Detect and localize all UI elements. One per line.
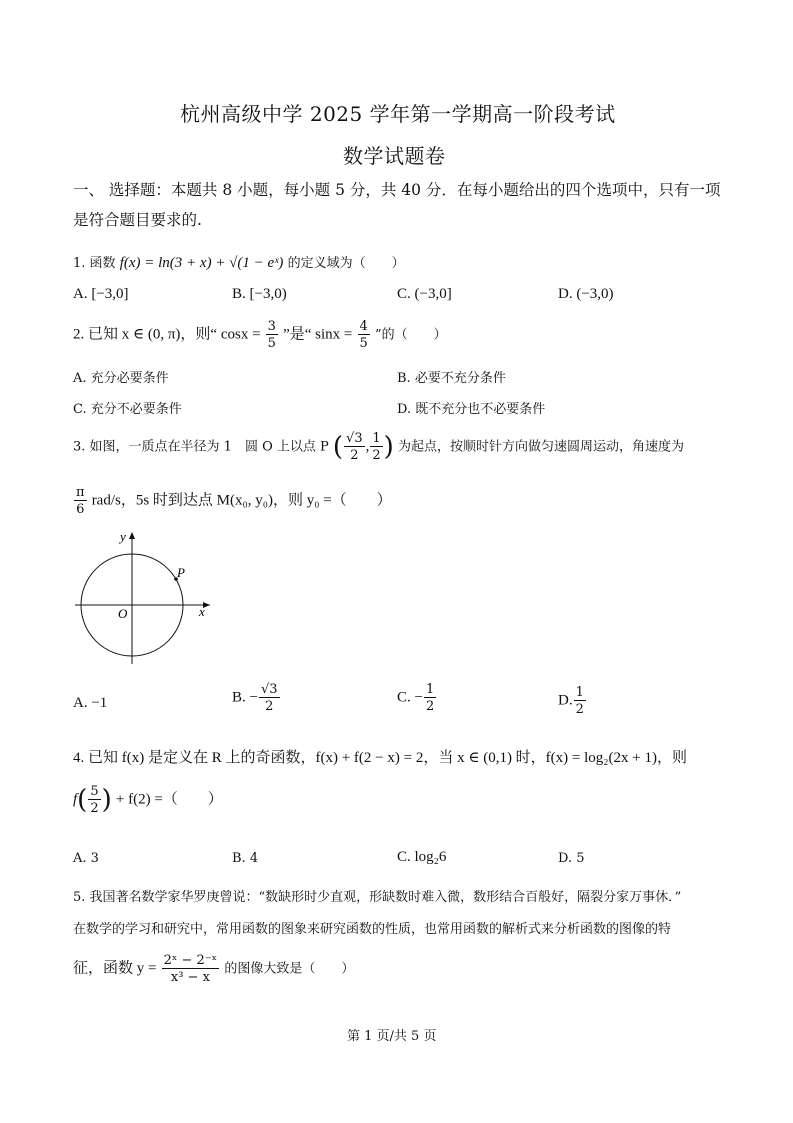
label-p: P bbox=[177, 565, 185, 580]
q2-option-b[interactable]: B. 必要不充分条件 bbox=[397, 371, 506, 386]
q3-text-c: rad/s，5s 时到达点 M(x₀, y₀)，则 y₀ =（ ） bbox=[91, 492, 392, 509]
q3-text-a: 3. 如图，一质点在半径为 1 圆 O 上以点 P bbox=[73, 439, 329, 455]
q2-fraction-sin: $\frac{4}{5}$ bbox=[359, 319, 368, 351]
question-4-line1: 4. 已知 f(x) 是定义在 R 上的奇函数，f(x) + f(2 − x) = 2，当 x ∈ (0,1) 时，f(x) = log₂(2x + 1)，则 bbox=[73, 750, 687, 766]
q1-option-c[interactable]: C. (−3,0] bbox=[397, 286, 452, 302]
q1-formula: f(x) = ln(3 + x) + √(1 − eˣ) bbox=[119, 255, 284, 271]
q1-option-d[interactable]: D. (−3,0) bbox=[558, 286, 614, 302]
q3-p-x: $\frac{√3}{2}$ bbox=[346, 431, 363, 463]
q2-prefix: 2. 已知 x ∈ (0, π)，则“ cosx = bbox=[73, 326, 261, 343]
q3-option-c[interactable]: C. − $\frac{1}{2}$ bbox=[397, 682, 435, 714]
q5-fraction: $\frac{\text{2ˣ − 2⁻ˣ}}{\text{x³ − x}}$ bbox=[163, 953, 218, 985]
q3-p-y: $\frac{1}{2}$ bbox=[372, 431, 381, 463]
q1-option-b[interactable]: B. [−3,0) bbox=[232, 286, 287, 302]
q4-option-d[interactable]: D. 5 bbox=[558, 851, 585, 866]
q2-fraction-cos: $\frac{3}{5}$ bbox=[267, 319, 276, 351]
q1-suffix: 的定义域为（ ） bbox=[287, 256, 405, 271]
question-3-line2 bbox=[73, 486, 392, 516]
q4-option-a[interactable]: A. 3 bbox=[73, 851, 99, 866]
section-instructions-line1: 一、 选择题：本题共 8 小题，每小题 5 分，共 40 分．在每小题给出的四个选项中，只有一项 bbox=[73, 181, 721, 199]
q1-number: 1. 函数 bbox=[73, 256, 116, 271]
q2-suffix: ”的（ ） bbox=[374, 327, 447, 343]
q2-option-c[interactable]: C. 充分不必要条件 bbox=[73, 402, 182, 417]
q2-option-a[interactable]: A. 充分必要条件 bbox=[73, 371, 169, 386]
q3-option-b[interactable]: B. − $\frac{√3}{2}$ bbox=[232, 682, 278, 714]
question-5-line3: 征，函数 y = $\frac{\text{2ˣ − 2⁻ˣ}}{\text{x³ − x}}$ 的图像大致是（ ） bbox=[73, 953, 355, 985]
q2-mid: ”是“ sinx = bbox=[283, 326, 353, 343]
page-subtitle: 数学试题卷 bbox=[343, 144, 446, 168]
q3-option-d[interactable]: D. $\frac{1}{2}$ bbox=[558, 685, 584, 717]
q3-text-b: 为起点，按顺时针方向做匀速圆周运动，角速度为 bbox=[397, 439, 684, 455]
q3-option-a[interactable]: A. −1 bbox=[73, 695, 108, 711]
label-x: x bbox=[199, 604, 205, 619]
question-3-line1: 3. 如图，一质点在半径为 1 圆 O 上以点 P ( $\frac{√3}{2}$ , $\frac{1}{2}$ ) 为起点，按顺时针方向做匀速圆周运动，角速度为 bbox=[73, 431, 684, 463]
q4-option-c[interactable]: C. log₂6 bbox=[397, 849, 447, 865]
question-1 bbox=[73, 252, 405, 272]
q4-fraction: $\frac{5}{2}$ bbox=[90, 784, 99, 816]
q1-option-a[interactable]: A. [−3,0] bbox=[73, 286, 129, 302]
y-axis-arrow-icon bbox=[129, 532, 135, 539]
label-y: y bbox=[120, 529, 126, 544]
q2-option-d[interactable]: D. 既不充分也不必要条件 bbox=[397, 402, 546, 417]
label-origin: O bbox=[118, 606, 128, 621]
question-2 bbox=[73, 320, 447, 350]
q4-option-b[interactable]: B. 4 bbox=[232, 851, 259, 866]
page-title: 杭州高级中学 2025 学年第一学期高一阶段考试 bbox=[180, 102, 616, 126]
section-instructions-line2: 是符合题目要求的. bbox=[73, 211, 202, 229]
question-4-line2: f( $\frac{5}{2}$ ) + f(2) =（ ） bbox=[73, 784, 223, 816]
q3-omega: $\frac{\pi}{6}$ bbox=[76, 485, 85, 517]
question-5-line1: 5. 我国著名数学家华罗庚曾说：“数缺形时少直观，形缺数时难入微，数形结合百般好，隔裂分家万事休．” bbox=[73, 890, 682, 905]
question-5-line2: 在数学的学习和研究中，常用函数的图象来研究函数的性质，也常用函数的解析式来分析函数的图像的特 bbox=[73, 922, 672, 937]
circle-figure bbox=[70, 528, 220, 668]
page-footer: 第 1 页/共 5 页 bbox=[347, 1029, 437, 1044]
